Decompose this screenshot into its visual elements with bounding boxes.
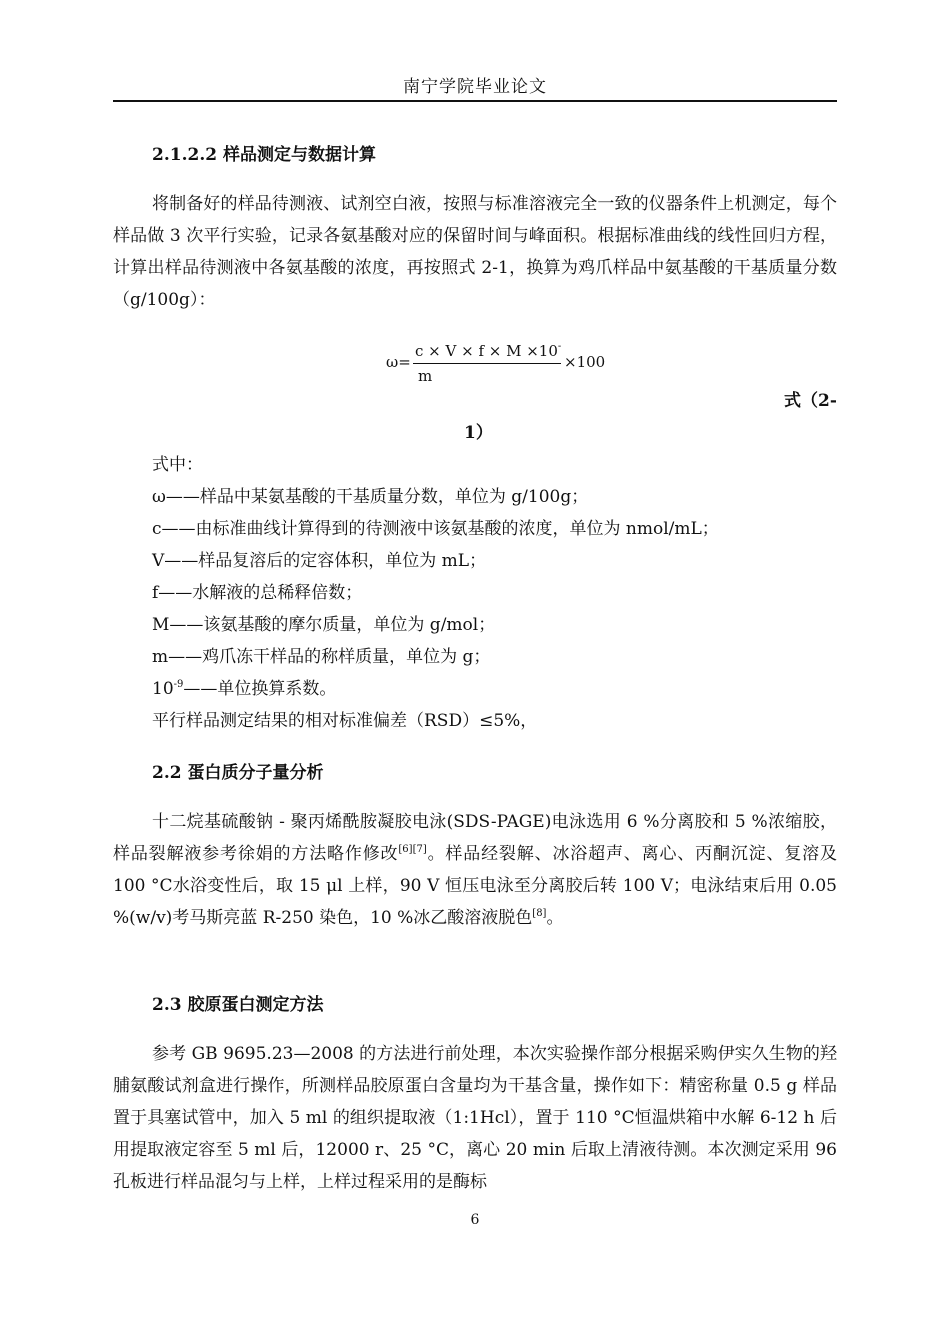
paragraph-collagen: 参考 GB 9695.23—2008 的方法进行前处理，本次实验操作部分根据采购伊实久生物的羟脯氨酸试剂盒进行操作，所测样品胶原蛋白含量均为干基含量，操作如下：精密称量 0.5 g 样品置于具塞试管中，加入 5 ml 的组织提取液（1:1Hcl），置于 110 °C恒温烘箱中水解 6-12 h 后用提取液定容至 5 ml 后，12000 r、25 °C，离心 20 min 后取上清液待测。本次测定采用 96 孔板进行样品混匀与上样，上样过程采用的是酶标 (113, 1044, 837, 1192)
variable-c: c——由标准曲线计算得到的待测液中该氨基酸的浓度，单位为 nmol/mL； (152, 519, 719, 539)
heading-2-2: 2.2 蛋白质分子量分析 (152, 763, 324, 783)
fraction-bar (413, 363, 561, 364)
citation-8: [8] (532, 908, 547, 919)
header-rule (113, 100, 837, 102)
page-number: 6 (470, 1212, 480, 1228)
formula-numerator-text: c × V × f × M ×10 (415, 342, 558, 360)
variable-v: V——样品复溶后的定容体积，单位为 mL； (152, 551, 487, 571)
paragraph-sample-measurement: 将制备好的样品待测液、试剂空白液，按照与标准溶液完全一致的仪器条件上机测定，每个样品做 3 次平行实验，记录各氨基酸对应的保留时间与峰面积。根据标准曲线的线性回归方程，计算出样品待测液中各氨基酸的浓度，再按照式 2-1，换算为鸡爪样品中氨基酸的干基质量分数（g/100g）： (113, 194, 837, 310)
variable-m-molar: M——该氨基酸的摩尔质量，单位为 g/mol； (152, 615, 496, 635)
formula-lhs: ω= (386, 353, 411, 371)
sds-text-c: 。 (546, 908, 564, 928)
factor-exponent: -9 (173, 679, 184, 690)
equation-label-part2: 1） (464, 423, 493, 443)
variable-factor (152, 674, 336, 699)
sds-text-a: 十二烷基硫酸钠 - 聚丙烯酰胺凝胶电泳(SDS-PAGE)电泳选用 6 %分离胶和 5 %浓缩胶，样品裂解液参考徐娟的方法略作修改 (113, 812, 837, 864)
formula-rhs: ×100 (564, 353, 606, 371)
page-header: 南宁学院毕业论文 (403, 77, 547, 97)
variables-intro: 式中： (152, 455, 203, 475)
equation-label-part1: 式（2- (784, 391, 837, 411)
sds-text-b: 。样品经裂解、冰浴超声、离心、丙酮沉淀、复溶及 100 °C水浴变性后，取 15 μl 上样，90 V 恒压电泳至分离胶后转 100 V；电泳结束后用 0.05 %(w/v)考马斯亮蓝 R-250 染色，10 %冰乙酸溶液脱色 (113, 844, 838, 928)
citation-6-7: [6][7] (398, 844, 427, 855)
paragraph-sds-page (113, 806, 837, 934)
variable-omega: ω——样品中某氨基酸的干基质量分数，单位为 g/100g； (152, 487, 589, 507)
rsd-note: 平行样品测定结果的相对标准偏差（RSD）≤5%， (152, 711, 538, 731)
variable-f: f——水解液的总稀释倍数； (152, 583, 363, 603)
factor-base: 10 (152, 679, 174, 699)
heading-2-1-2-2: 2.1.2.2 样品测定与数据计算 (152, 145, 376, 165)
formula-numerator (415, 342, 561, 360)
variable-m-mass: m——鸡爪冻干样品的称样质量，单位为 g； (152, 647, 491, 667)
factor-text: ——单位换算系数。 (183, 679, 337, 699)
heading-2-3: 2.3 胶原蛋白测定方法 (152, 995, 324, 1015)
formula-denominator: m (418, 367, 433, 385)
formula-numerator-exponent: - (557, 341, 562, 352)
